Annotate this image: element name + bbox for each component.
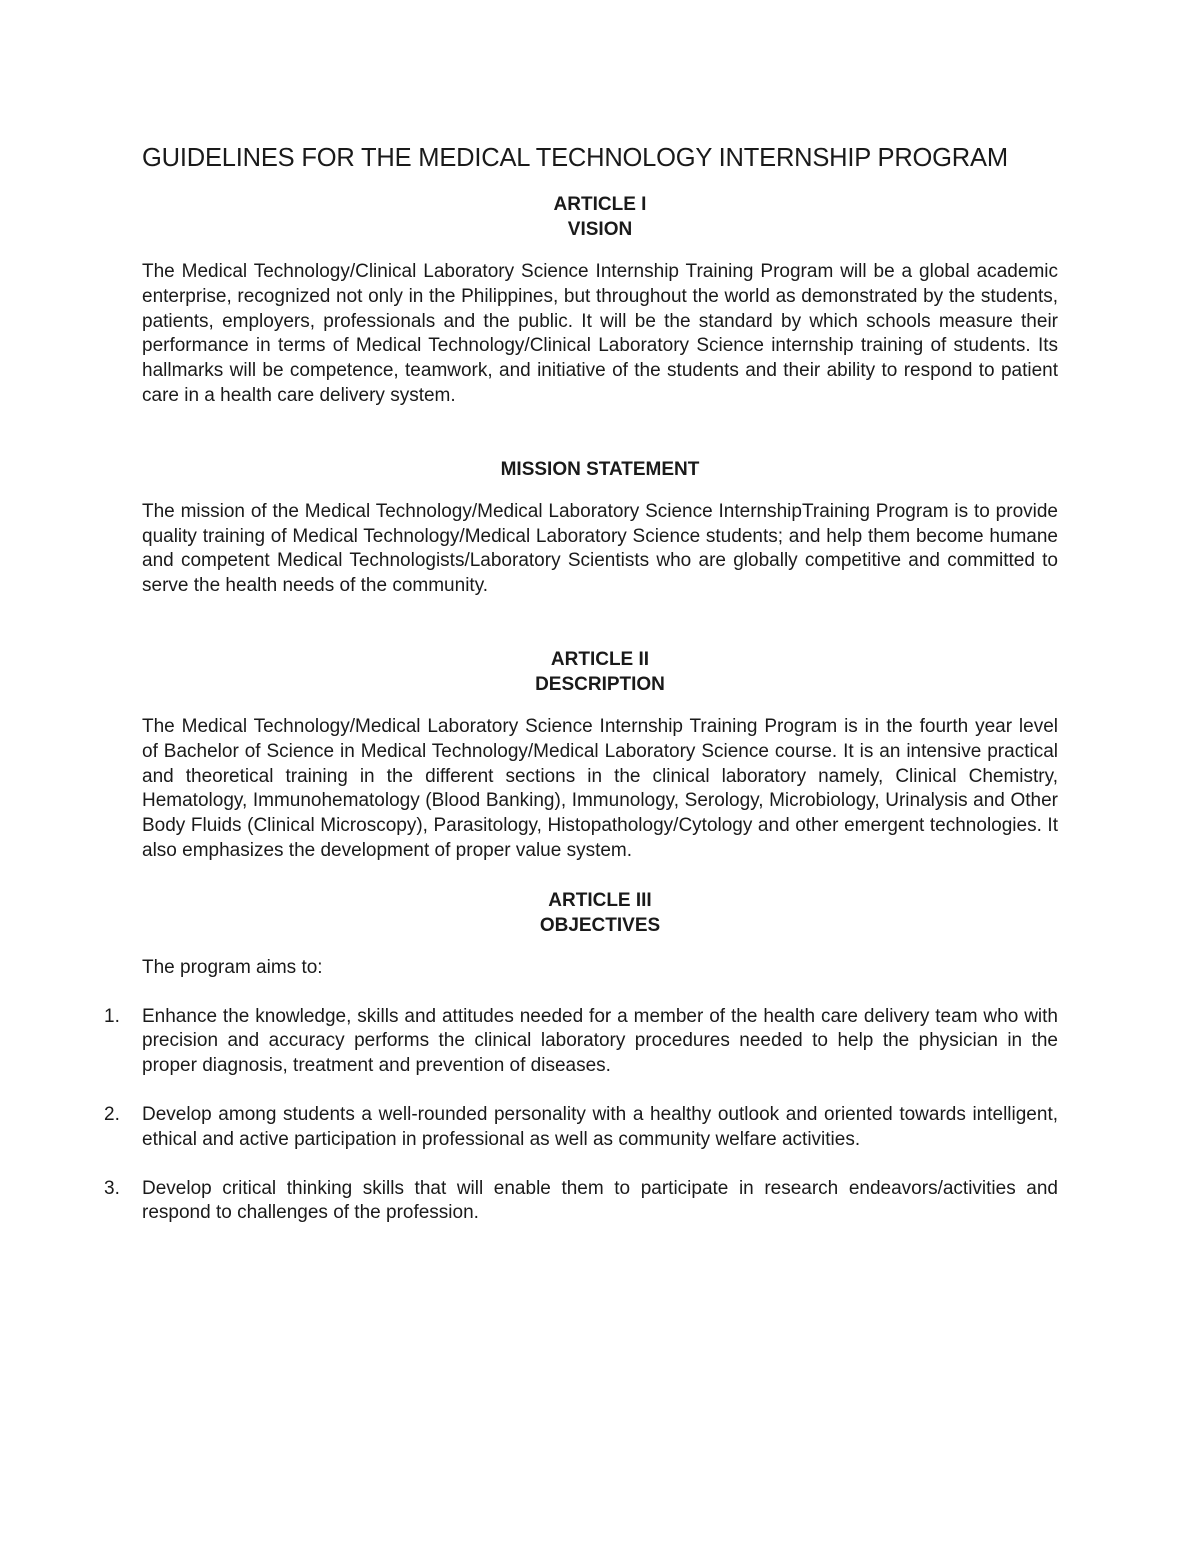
article-2-label: ARTICLE II bbox=[550, 648, 650, 670]
list-item bbox=[104, 1177, 1058, 1227]
list-item-number: 1. bbox=[104, 1005, 120, 1027]
mission-paragraph: The mission of the Medical Technology/Medical Laboratory Science InternshipTraining Program is to provide quality training of Medical Technology/Medical Laboratory Science students; and help them become humane and competent Medical Technologists/Laboratory Scientists who are globally competitive and committed to serve the health needs of the community. bbox=[142, 500, 1058, 597]
list-item-text: Develop among students a well-rounded personality with a healthy outlook and oriented towards intelligent, ethical and active participation in professional as well as community welfare activities. bbox=[142, 1103, 1058, 1150]
article-3-label: ARTICLE III bbox=[548, 889, 652, 911]
article-1-section bbox=[142, 192, 1058, 409]
objectives-heading: OBJECTIVES bbox=[539, 914, 661, 936]
article-1-label: ARTICLE I bbox=[553, 194, 647, 215]
objectives-intro: The program aims to: bbox=[142, 956, 323, 978]
list-item bbox=[104, 1005, 1058, 1079]
description-paragraph: The Medical Technology/Medical Laboratory Science Internship Training Program is in the fourth year level of Bachelor of Science in Medical Technology/Medical Laboratory Science course. It is an intensive practical and theoretical training in the different sections in the clinical laboratory namely, Clinical Chemistry, Hematology, Immunohematology (Blood Banking), Immunology, Serology, Microbiology, Urinalysis and Other Body Fluids (Clinical Microscopy), Parasitology, Histopathology/Cytology and other emergent technologies. It also emphasizes the development of proper value system. bbox=[142, 715, 1058, 861]
mission-section bbox=[142, 457, 1058, 599]
article-2-section bbox=[142, 647, 1058, 864]
list-item-text: Develop critical thinking skills that will enable them to participate in research endeavors/activities and respond to challenges of the profession. bbox=[142, 1177, 1058, 1224]
list-item bbox=[104, 1103, 1058, 1153]
vision-paragraph: The Medical Technology/Clinical Laboratory Science Internship Training Program will be a global academic enterprise, recognized not only in the Philippines, but throughout the world as demonstrated by the students, patients, employers, professionals and the public. It will be the standard by which schools measure their performance in terms of Medical Technology/Clinical Laboratory Science internship training of students. Its hallmarks will be competence, teamwork, and initiative of the students and their ability to respond to patient care in a health care delivery system. bbox=[142, 261, 1058, 406]
document-page bbox=[104, 138, 1058, 1250]
document-title: GUIDELINES FOR THE MEDICAL TECHNOLOGY INTERNSHIP PROGRAM bbox=[142, 144, 1008, 172]
list-item-text: Enhance the knowledge, skills and attitudes needed for a member of the health care delivery team who with precision and accuracy performs the clinical laboratory procedures needed to help the physician in the proper diagnosis, treatment and prevention of diseases. bbox=[142, 1005, 1058, 1077]
list-item-number: 3. bbox=[104, 1177, 120, 1199]
mission-heading: MISSION STATEMENT bbox=[500, 458, 700, 480]
objectives-list bbox=[104, 1005, 1058, 1227]
description-heading: DESCRIPTION bbox=[535, 673, 665, 695]
list-item-number: 2. bbox=[104, 1103, 120, 1125]
vision-heading: VISION bbox=[567, 219, 633, 240]
article-3-section bbox=[104, 888, 1058, 1226]
